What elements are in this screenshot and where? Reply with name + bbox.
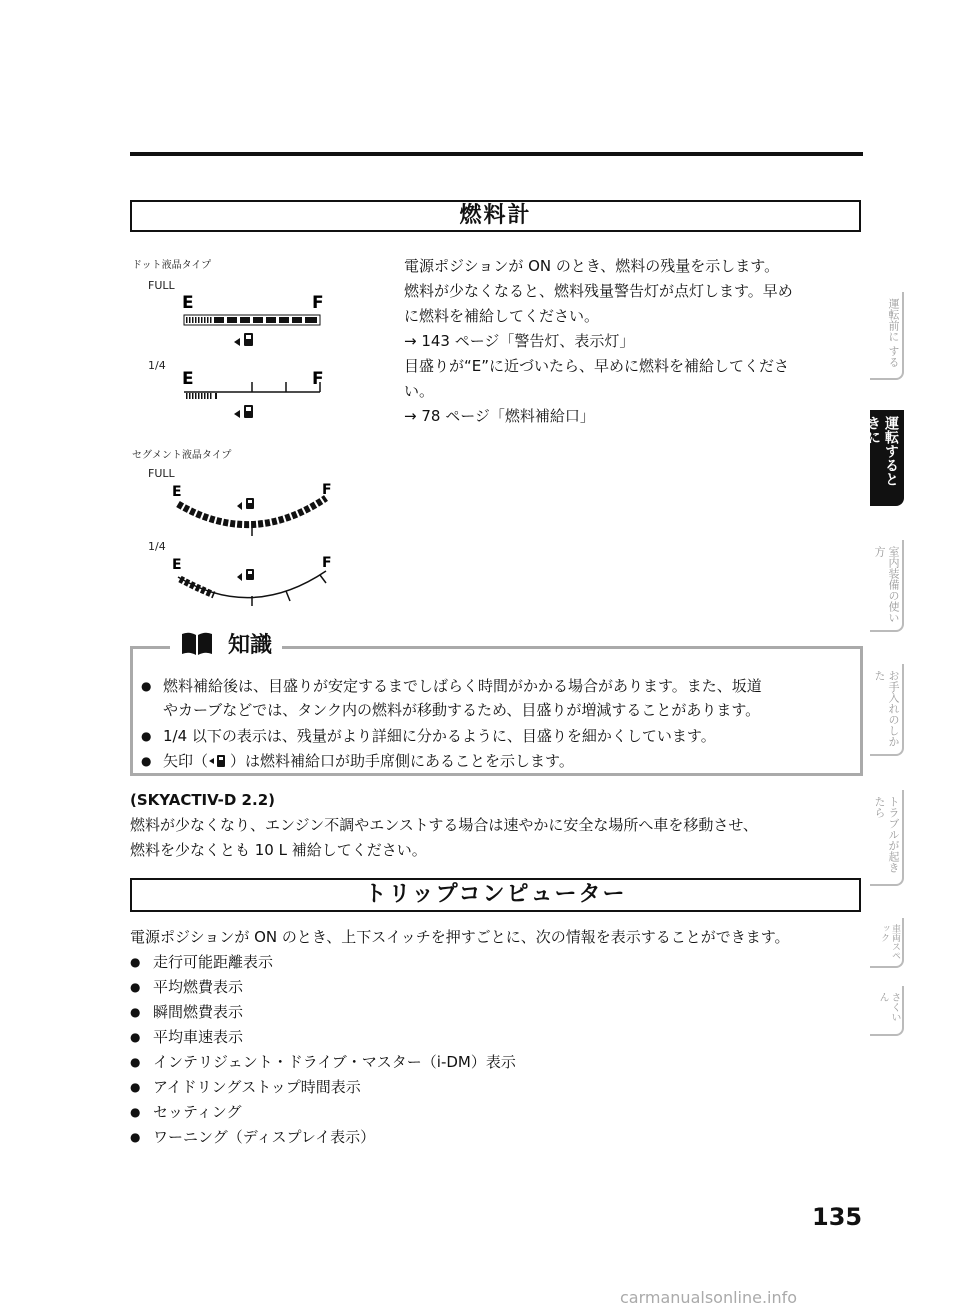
skyactiv-line: 燃料を少なくとも 10 L 補給してください。: [130, 841, 427, 859]
knowledge-item: ● 矢印（ ）は燃料補給口が助手席側にあることを示します。: [163, 749, 574, 773]
quarter-label-2: 1/4: [148, 540, 166, 553]
list-item: ● アイドリングストップ時間表示: [153, 1075, 516, 1100]
svg-text:E: E: [172, 484, 182, 500]
list-item: ● 走行可能距離表示: [153, 950, 516, 975]
skyactiv-line: 燃料が少なくなり、エンジン不調やエンストする場合は速やかに安全な場所へ車を移動させ、: [130, 816, 758, 834]
svg-text:F: F: [322, 482, 332, 498]
trip-intro: 電源ポジションが ON のとき、上下スイッチを押すごとに、次の情報を表示することができます。: [130, 928, 790, 946]
list-item: ● 平均燃費表示: [153, 975, 516, 1000]
list-item: ● 平均車速表示: [153, 1025, 516, 1050]
segment-gauge-full: [172, 482, 332, 536]
tab-before-driving[interactable]: 運転前に する: [870, 292, 904, 380]
tab-while-driving[interactable]: 運転するときに: [870, 410, 904, 506]
reference-link[interactable]: → 143 ページ「警告灯、表示灯」: [404, 332, 635, 350]
text-line: 目盛りが“E”に近づいたら、早めに燃料を補給してくださ: [404, 357, 790, 375]
tab-specs[interactable]: 車両スペック: [870, 918, 904, 968]
e-mark-icon: E: [182, 293, 194, 313]
skyactiv-heading: (SKYACTIV-D 2.2): [130, 791, 275, 809]
full-label-2: FULL: [148, 467, 175, 480]
knowledge-item-cont: やカーブなどでは、タンク内の燃料が移動するため、目盛りが増減することがあります。: [163, 701, 761, 719]
dot-gauge-quarter: [182, 369, 324, 418]
segment-gauge-quarter: [172, 555, 332, 606]
full-label: FULL: [148, 279, 175, 292]
section-title: トリップコンピューター: [364, 882, 627, 907]
fuel-pump-arrow-icon: [208, 754, 230, 768]
segment-type-label: セグメント液晶タイプ: [132, 450, 232, 461]
list-item: ● インテリジェント・ドライブ・マスター（i-DM）表示: [153, 1050, 516, 1075]
trip-items-list: [153, 950, 516, 1150]
text-line: 電源ポジションが ON のとき、燃料の残量を示します。: [404, 257, 780, 275]
book-icon: [180, 631, 214, 657]
fuel-gauge-description: [404, 254, 864, 429]
quarter-label: 1/4: [148, 359, 166, 372]
list-item: ● ワーニング（ディスプレイ表示）: [153, 1125, 516, 1150]
svg-text:E: E: [182, 369, 194, 389]
svg-text:F: F: [312, 369, 324, 389]
list-item: ● セッティング: [153, 1100, 516, 1125]
list-item: ● 瞬間燃費表示: [153, 1000, 516, 1025]
f-mark-icon: F: [312, 293, 324, 313]
text-line: 燃料が少なくなると、燃料残量警告灯が点灯します。早め: [404, 282, 793, 300]
svg-text:F: F: [322, 555, 332, 571]
fuel-gauge-diagrams: [170, 288, 340, 618]
knowledge-item: ● 燃料補給後は、目盛りが安定するまでしばらく時間がかかる場合があります。また、坂道: [163, 674, 762, 698]
reference-link[interactable]: → 78 ページ「燃料補給口」: [404, 407, 595, 425]
top-rule: [130, 152, 863, 156]
tab-troubleshooting[interactable]: トラブルが起きたら: [870, 790, 904, 886]
tab-index[interactable]: さくいん: [870, 986, 904, 1036]
section-title: 燃料計: [459, 203, 532, 228]
knowledge-title: 知識: [170, 628, 282, 659]
fuel-pump-icon: [244, 333, 253, 346]
dot-gauge-full: [182, 293, 324, 346]
dot-type-label: ドット液晶タイプ: [132, 260, 212, 271]
tab-interior[interactable]: 室内装備の使い方: [870, 540, 904, 632]
section-header-fuel-gauge: [130, 200, 861, 232]
text-line: い。: [404, 382, 435, 400]
watermark: carmanualsonline.info: [620, 1288, 798, 1307]
knowledge-item: ● 1/4 以下の表示は、残量がより詳細に分かるように、目盛りを細かくしています。: [163, 724, 716, 748]
svg-text:E: E: [172, 557, 182, 573]
tab-maintenance[interactable]: お手入れのしかた: [870, 664, 904, 756]
page-number: 135: [812, 1203, 863, 1231]
section-header-trip-computer: [130, 878, 861, 912]
text-line: に燃料を補給してください。: [404, 307, 600, 325]
